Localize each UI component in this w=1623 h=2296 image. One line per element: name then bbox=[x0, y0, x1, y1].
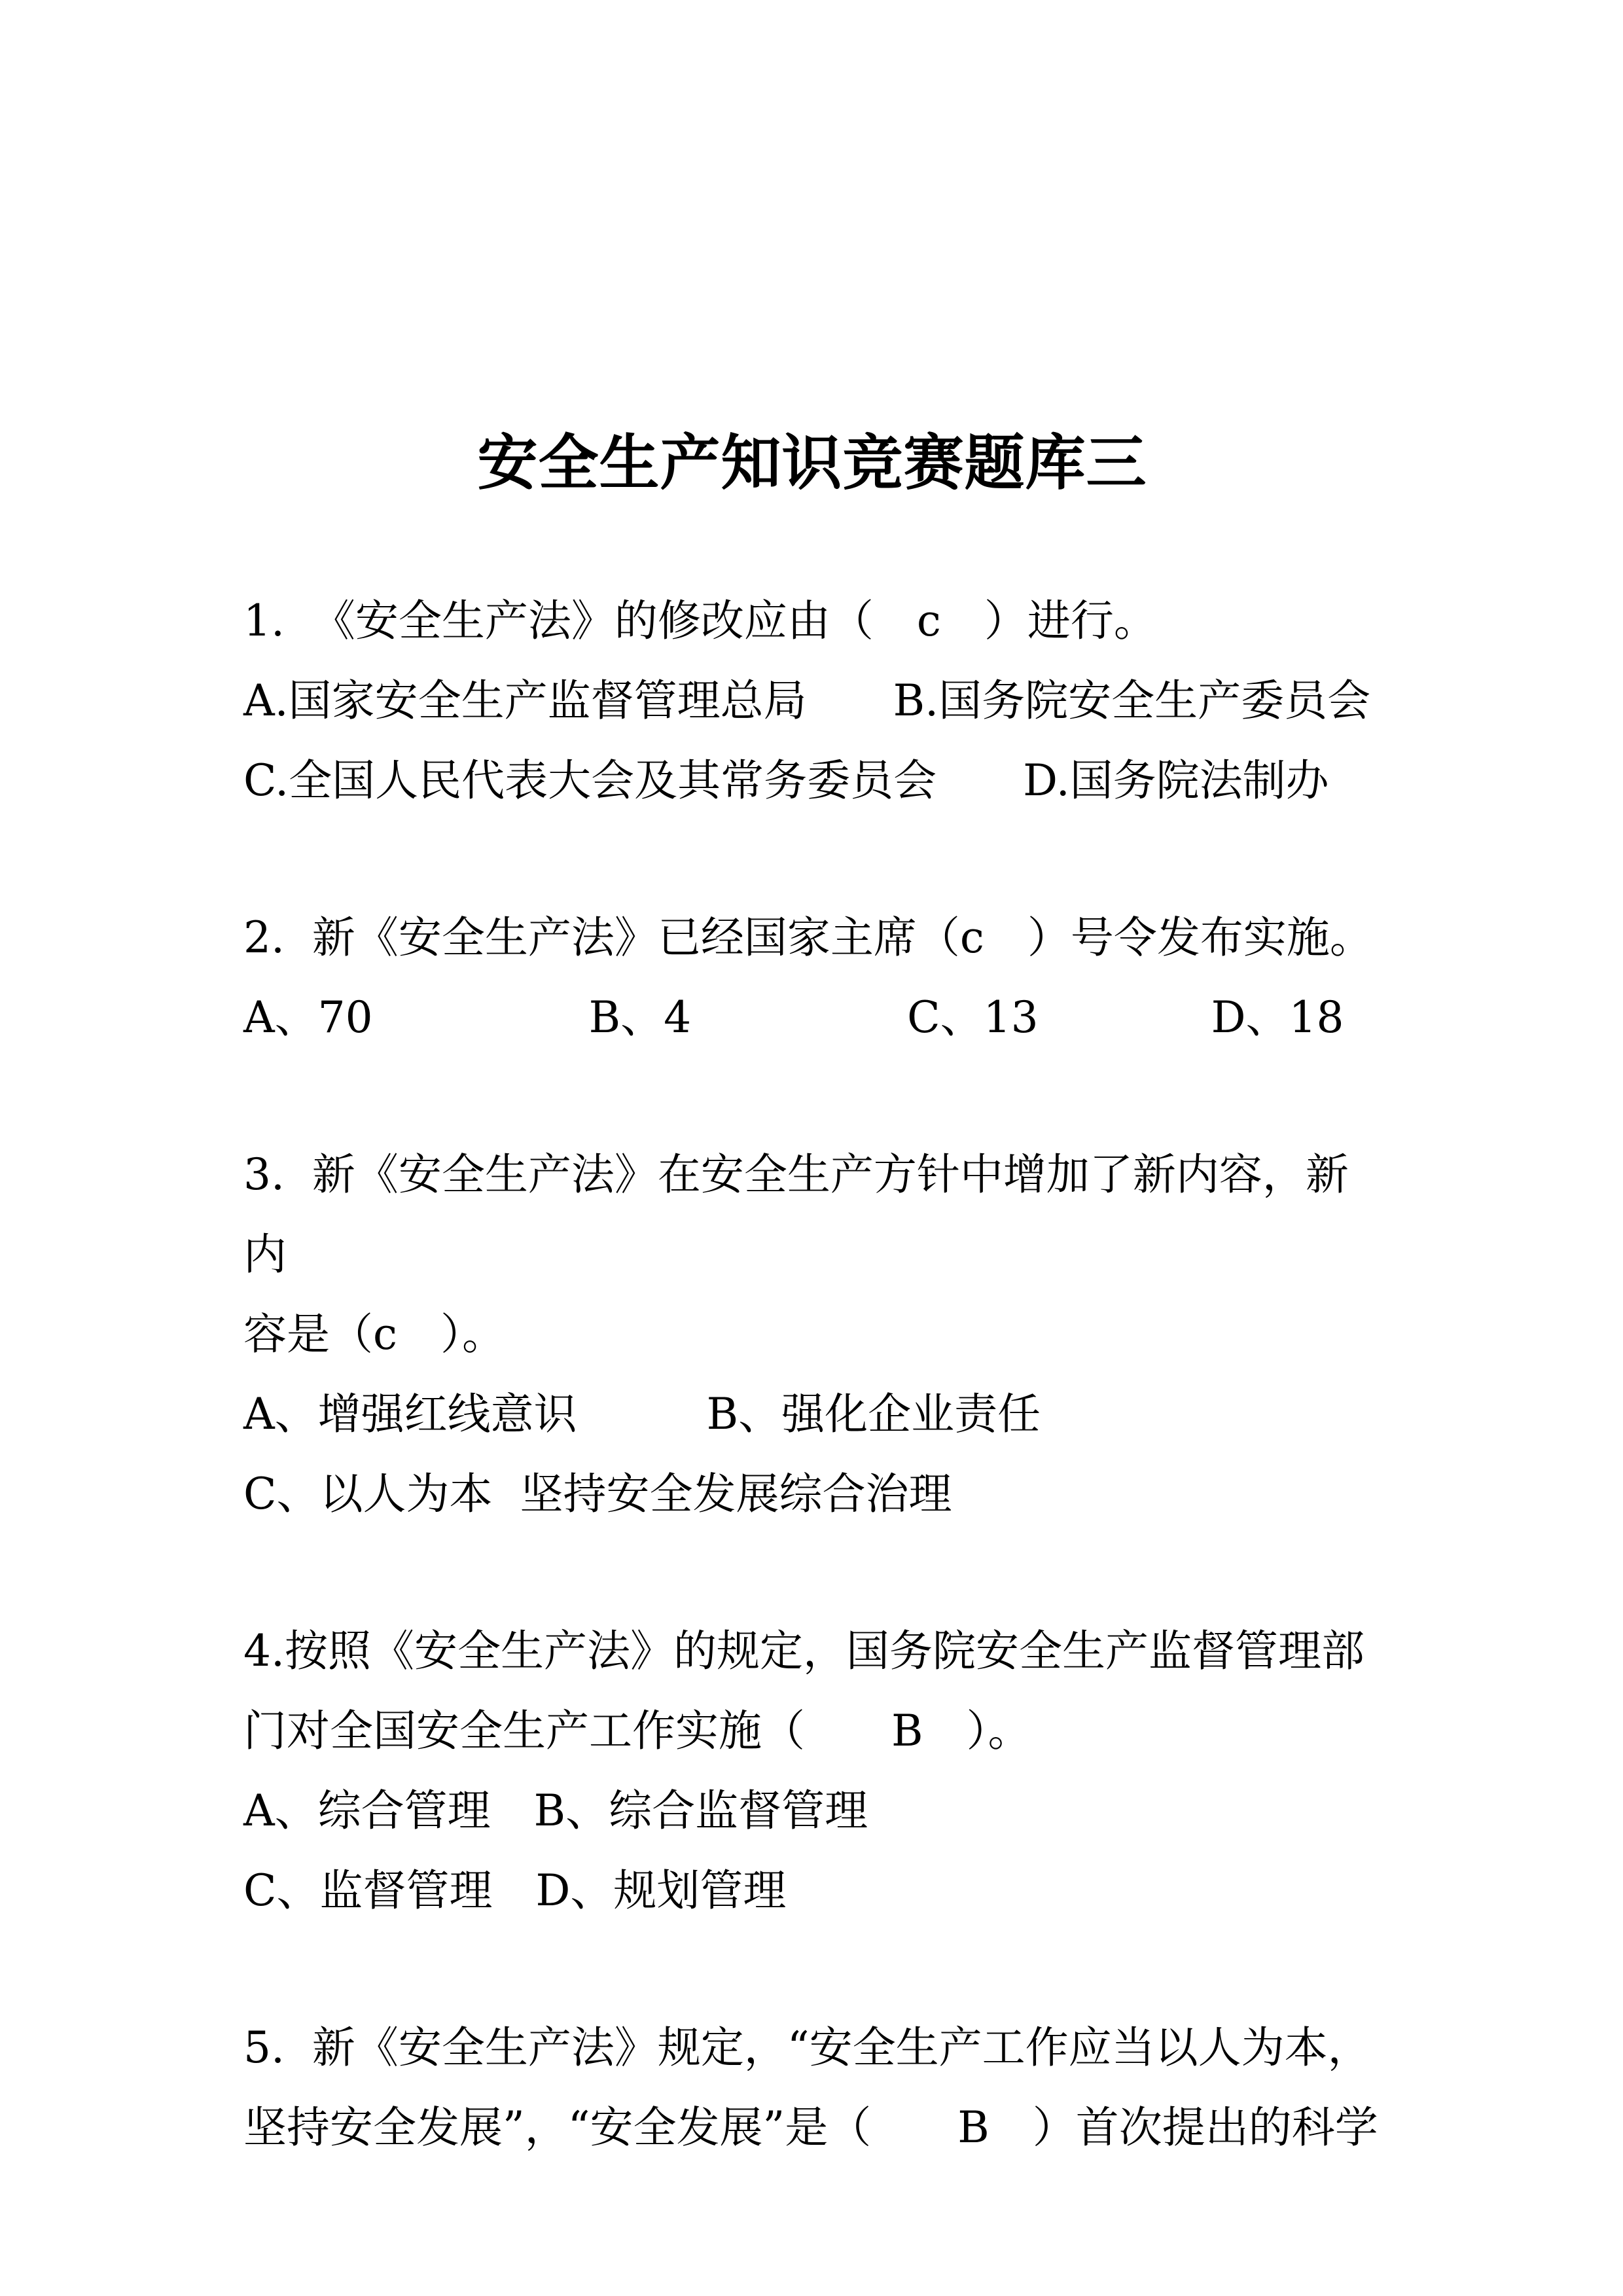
question-1 bbox=[243, 581, 1381, 821]
document-title: 安全生产知识竞赛题库三 bbox=[477, 427, 1147, 498]
question-3-stem-line-1: 3. 新《安全生产法》在安全生产方针中增加了新内容，新内 bbox=[243, 1149, 1349, 1280]
question-3-stem-line-2: 容是（c ）。 bbox=[243, 1309, 505, 1359]
question-5-stem-line-2: 坚持安全发展”，“安全发展”是（ B ）首次提出的科学 bbox=[243, 2102, 1378, 2153]
question-5-stem-line-1: 5. 新《安全生产法》规定，“安全生产工作应当以人为本， bbox=[243, 2022, 1371, 2073]
question-1-options-cd: C.全国人民代表大会及其常务委员会 D.国务院法制办 bbox=[243, 755, 1329, 806]
question-3-options-ab: A、增强红线意识 B、强化企业责任 bbox=[243, 1389, 1041, 1439]
question-3-option-c: C、以人为本 坚持安全发展综合治理 bbox=[243, 1469, 952, 1519]
question-4 bbox=[243, 1611, 1381, 1931]
question-5 bbox=[243, 2008, 1381, 2168]
question-2 bbox=[243, 898, 1381, 1058]
question-4-options-cd: C、监督管理 D、规划管理 bbox=[243, 1865, 787, 1916]
question-2-options: A、70 B、4 C、13 D、18 bbox=[243, 992, 1344, 1043]
question-3 bbox=[243, 1135, 1381, 1534]
question-4-stem-line-2: 门对全国安全生产工作实施（ B ）。 bbox=[243, 1706, 1031, 1756]
question-4-stem-line-1: 4.按照《安全生产法》的规定，国务院安全生产监督管理部 bbox=[243, 1626, 1364, 1676]
question-4-options-ab: A、综合管理 B、综合监督管理 bbox=[243, 1785, 868, 1836]
question-2-stem: 2. 新《安全生产法》已经国家主席（c ）号令发布实施。 bbox=[243, 912, 1373, 963]
question-1-stem: 1. 《安全生产法》的修改应由（ c ）进行。 bbox=[243, 596, 1157, 646]
question-1-options-ab: A.国家安全生产监督管理总局 B.国务院安全生产委员会 bbox=[243, 675, 1371, 726]
